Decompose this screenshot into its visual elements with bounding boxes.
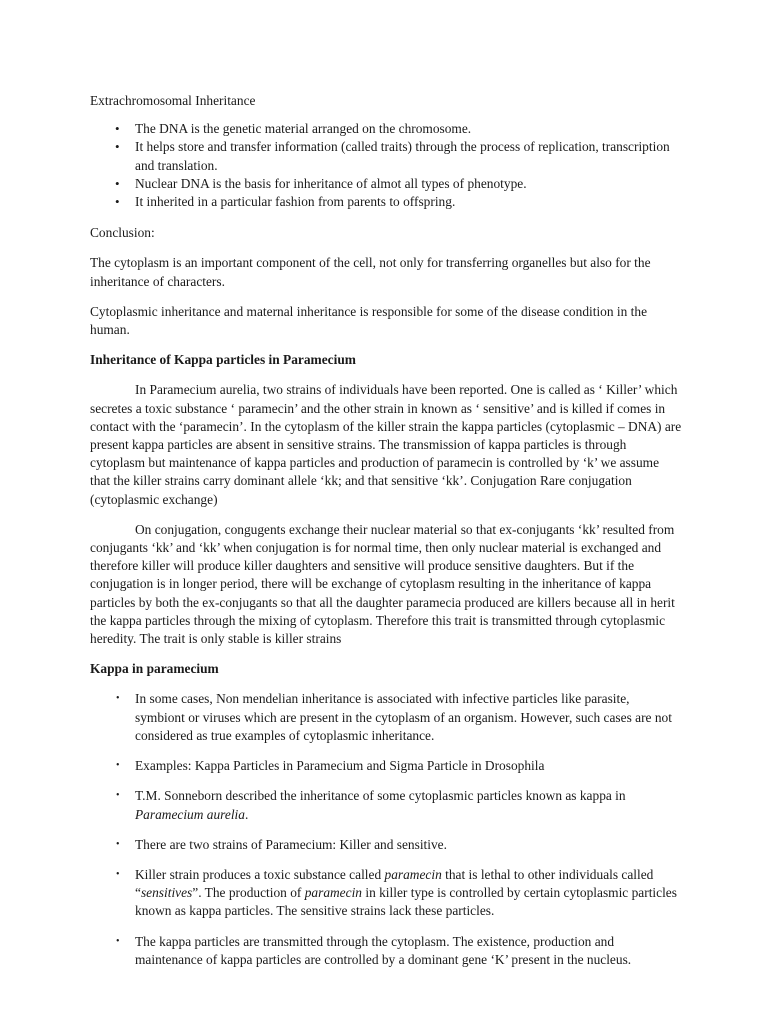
- list-item: • Nuclear DNA is the basis for inheritance of almot all types of phenotype.: [90, 175, 682, 193]
- document-body: [90, 92, 682, 981]
- list-item: [90, 787, 682, 823]
- list-item-text: that is lethal to other individuals called “: [135, 866, 654, 901]
- list-item-text: Killer strain produces a toxic substance called: [135, 866, 385, 882]
- list-item: • Examples: Kappa Particles in Paramecium and Sigma Particle in Drosophila: [90, 757, 682, 775]
- list-item-text: .: [244, 806, 249, 822]
- term-paramecin: paramecin: [384, 866, 442, 882]
- list-item: • It helps store and transfer information (called traits) through the process of replication, transcription and translation.: [90, 138, 682, 174]
- list-item: [90, 866, 682, 921]
- list-item: • It inherited in a particular fashion from parents to offspring.: [90, 193, 682, 211]
- kappa-bullet-list: [90, 690, 682, 968]
- section-heading: Kappa in paramecium: [90, 661, 219, 677]
- dna-bullet-list: [90, 120, 682, 211]
- list-item-text: ”. The production of: [192, 885, 305, 901]
- body-paragraph: In Paramecium aurelia, two strains of individuals have been reported. One is called as ‘ Killer’ which secretes a toxic substance ‘ paramecin’ and the other strain in known as ‘ sensitive’ and is killed if comes in contact with the ‘paramecin’. In the cytoplasm of the killer strain the kappa particles (cytoplasmic – DNA) are present kappa particles are absent in sensitive strains. The transmission of kappa particles is through cytoplasm but maintenance of kappa particles and production of paramecin is controlled by ‘k’ we assume that the killer strains carry dominant allele ‘kk; and that sensitive ‘kk’. Conjugation Rare conjugation (cytoplasmic exchange): [90, 382, 682, 507]
- list-item: • The kappa particles are transmitted through the cytoplasm. The existence, production and maintenance of kappa particles are controlled by a dominant gene ‘K’ present in the nucleus.: [90, 933, 682, 969]
- body-paragraph: On conjugation, congugents exchange their nuclear material so that ex-conjugants ‘kk’ resulted from conjugants ‘kk’ and ‘kk’ when conjugation is for normal time, then only nuclear material is exchanged and therefore killer will produce killer daughters and sensitive will produce sensitive daughters. But if the conjugation is in longer period, there will be exchange of cytoplasm resulting in the inheritance of kappa particles by both the ex-conjugants so that all the daughter paramecia produced are killers because all in herit the kappa particles through the mixing of cytoplasm. Therefore this trait is transmitted through cytoplasmic heredity. The trait is only stable is killer strains: [90, 521, 675, 647]
- list-item: • There are two strains of Paramecium: Killer and sensitive.: [90, 836, 682, 854]
- list-item: • In some cases, Non mendelian inheritance is associated with infective particles like parasite, symbiont or viruses which are present in the cytoplasm of an organism. However, such cases are not considered as true examples of cytoplasmic inheritance.: [90, 690, 682, 745]
- conclusion-label: Conclusion:: [90, 225, 155, 241]
- document-title: Extrachromosomal Inheritance: [90, 93, 256, 108]
- species-name: Paramecium aurelia: [135, 806, 245, 822]
- conclusion-paragraph: The cytoplasm is an important component of the cell, not only for transferring organelles but also for the inheritance of characters.: [90, 255, 651, 289]
- list-item: • The DNA is the genetic material arranged on the chromosome.: [90, 120, 682, 138]
- list-item-text: in killer type is controlled by certain cytoplasmic particles known as kappa particles. The sensitive strains lack these particles.: [135, 885, 677, 919]
- term-sensitives: sensitives: [140, 885, 193, 901]
- conclusion-paragraph: Cytoplasmic inheritance and maternal inheritance is responsible for some of the disease condition in the human.: [90, 303, 648, 338]
- section-heading: Inheritance of Kappa particles in Paramecium: [90, 352, 356, 368]
- term-paramecin: paramecin: [304, 885, 362, 901]
- list-item-text: T.M. Sonneborn described the inheritance of some cytoplasmic particles known as kappa in: [135, 788, 626, 804]
